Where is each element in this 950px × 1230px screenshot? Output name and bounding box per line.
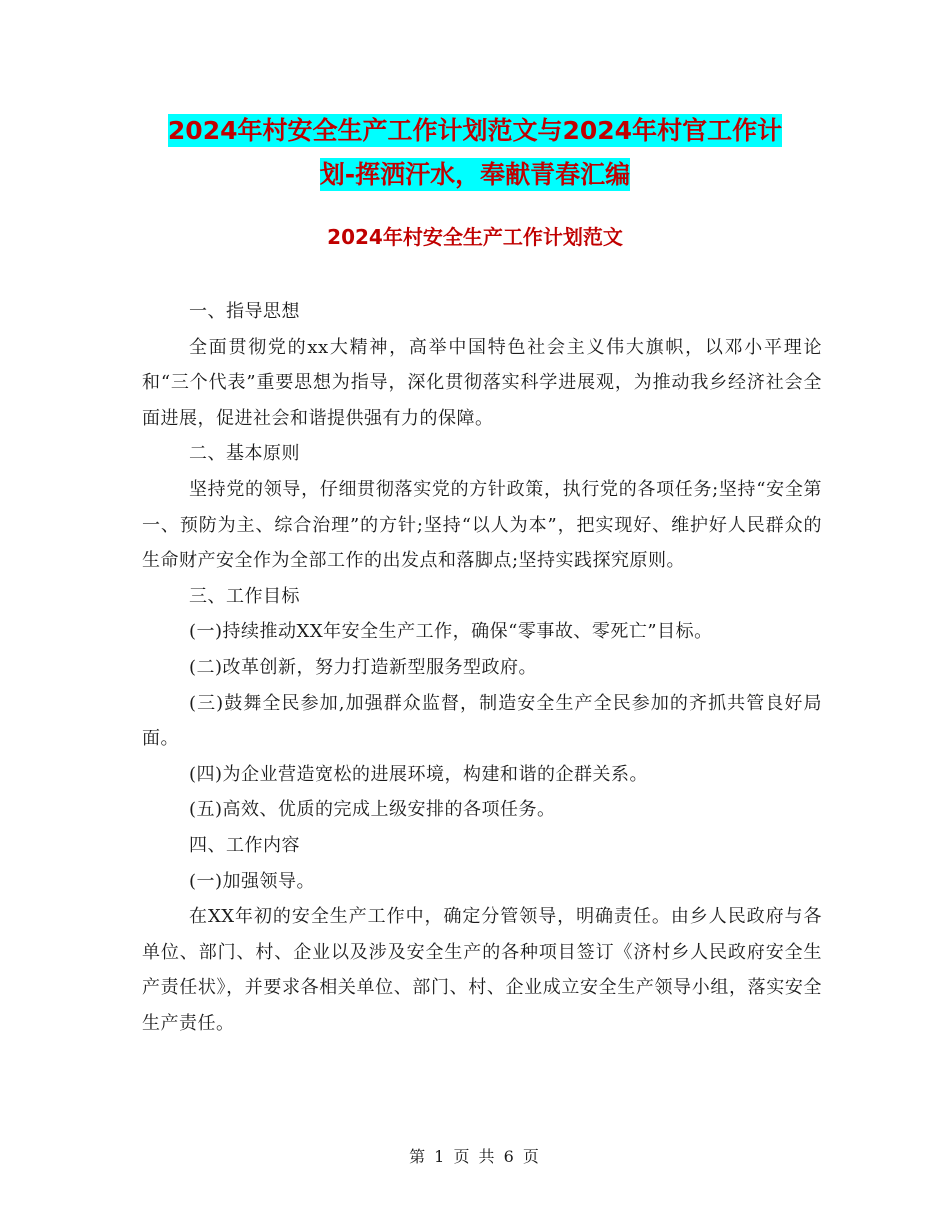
document-title-line-1: 2024年村安全生产工作计划范文与2024年村官工作计 — [167, 116, 783, 145]
document-title-line-2: 划-挥洒汗水，奉献青春汇编 — [319, 160, 631, 189]
paragraph-guiding-ideology: 全面贯彻党的xx大精神，高举中国特色社会主义伟大旗帜，以邓小平理论和“三个代表”重要思想为指导，深化贯彻落实科学进展观，为推动我乡经济社会全面进展，促进社会和谐提供强有力的保障。 — [142, 336, 822, 429]
goal-item-4: (四)为企业营造宽松的进展环境，构建和谐的企群关系。 — [189, 763, 649, 785]
document-body — [142, 294, 822, 1041]
goal-item-2: (二)改革创新，努力打造新型服务型政府。 — [189, 656, 538, 678]
section-heading: 2024年村安全生产工作计划范文 — [327, 225, 623, 249]
goal-item-5: (五)高效、优质的完成上级安排的各项任务。 — [189, 799, 556, 821]
page-number-footer: 第 1 页 共 6 页 — [409, 1147, 541, 1166]
content-item-1-heading: (一)加强领导。 — [189, 870, 316, 892]
paragraph-basic-principles: 坚持党的领导，仔细贯彻落实党的方针政策，执行党的各项任务;坚持“安全第一、预防为主、综合治理”的方针;坚持“以人为本”，把实现好、维护好人民群众的生命财产安全作为全部工作的出发点和落脚点;坚持实践探究原则。 — [142, 478, 822, 572]
heading-work-goals: 三、工作目标 — [189, 585, 300, 607]
goal-item-3: (三)鼓舞全民参加,加强群众监督，制造安全生产全民参加的齐抓共管良好局面。 — [142, 692, 822, 750]
heading-work-content: 四、工作内容 — [189, 834, 300, 856]
paragraph-strengthen-leadership: 在XX年初的安全生产工作中，确定分管领导，明确责任。由乡人民政府与各单位、部门、村、企业以及涉及安全生产的各种项目签订《济村乡人民政府安全生产责任状》，并要求各相关单位、部门、村、企业成立安全生产领导小组，落实安全生产责任。 — [142, 906, 822, 1034]
heading-guiding-ideology: 一、指导思想 — [189, 301, 300, 322]
heading-basic-principles: 二、基本原则 — [189, 443, 300, 465]
goal-item-1: (一)持续推动XX年安全生产工作，确保“零事故、零死亡”目标。 — [189, 621, 713, 643]
